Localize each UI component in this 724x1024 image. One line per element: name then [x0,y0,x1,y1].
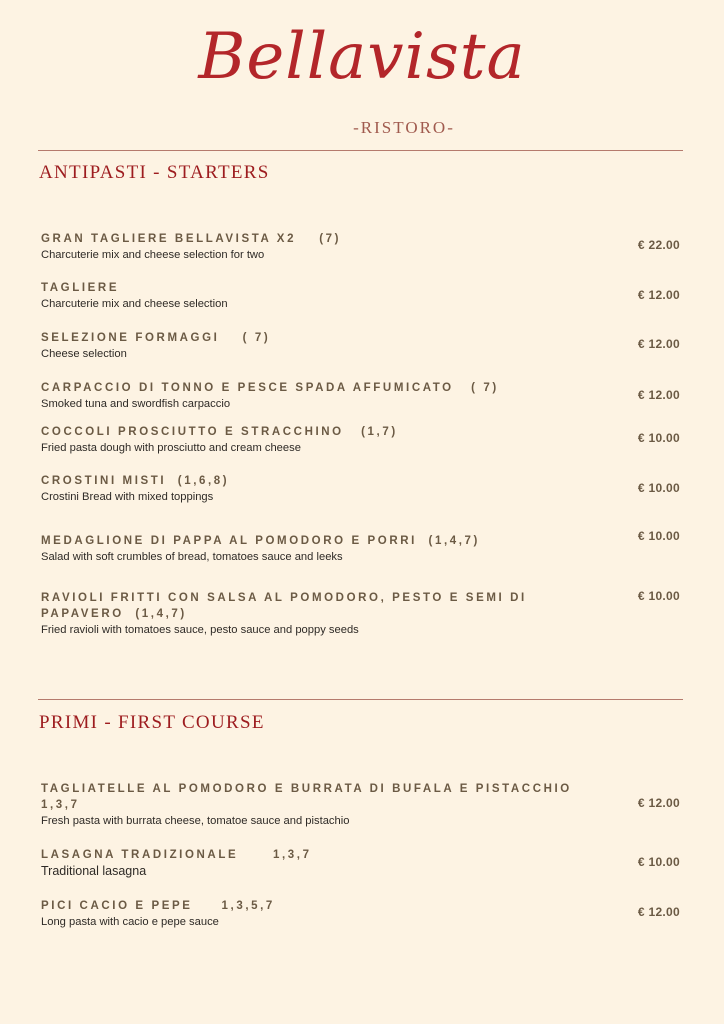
item-price: € 10.00 [637,481,680,495]
item-name: CROSTINI MISTI (1,6,8) [41,475,230,487]
section-title-antipasti: ANTIPASTI - STARTERS [39,162,270,183]
item-description: Traditional lasagna [41,864,147,878]
item-price: € 10.00 [637,855,680,869]
menu-item [41,590,571,637]
item-name: TAGLIERE [41,282,120,294]
item-description: Charcuterie mix and cheese selection [41,298,228,310]
logo-subtitle: -RISTORO- [353,118,455,137]
item-description: Fried ravioli with tomatoes sauce, pesto sauce and poppy seeds [41,624,359,636]
item-name: MEDAGLIONE DI PAPPA AL POMODORO E PORRI (1,4,7) [41,535,480,547]
item-description: Long pasta with cacio e pepe sauce [41,916,219,928]
item-description: Salad with soft crumbles of bread, tomatoes sauce and leeks [41,551,343,563]
item-description: Charcuterie mix and cheese selection for two [41,249,265,261]
item-price: € 12.00 [637,388,680,402]
section-divider [38,699,683,700]
item-price: € 10.00 [637,431,680,445]
item-price: € 12.00 [637,337,680,351]
item-price: € 10.00 [637,529,680,543]
item-price: € 12.00 [637,796,680,810]
item-name: GRAN TAGLIERE BELLAVISTA X2 (7) [41,233,342,245]
item-price: € 22.00 [637,238,680,252]
menu-item [41,380,601,411]
menu-item [41,330,601,361]
item-name: SELEZIONE FORMAGGI ( 7) [41,332,271,344]
section-title-primi: PRIMI - FIRST COURSE [39,712,265,733]
item-name: RAVIOLI FRITTI CON SALSA AL POMODORO, PESTO E SEMI DI PAPAVERO (1,4,7) [41,592,533,620]
restaurant-logo [0,18,724,143]
item-name: TAGLIATELLE AL POMODORO E BURRATA DI BUFALA E PISTACCHIO 1,3,7 [41,783,578,811]
menu-item [41,847,601,878]
item-name: PICI CACIO E PEPE 1,3,5,7 [41,900,275,912]
item-price: € 12.00 [637,905,680,919]
section-divider [38,150,683,151]
menu-item [41,231,601,262]
item-price: € 12.00 [637,288,680,302]
item-price: € 10.00 [637,589,680,603]
menu-item [41,424,601,455]
menu-item [41,533,601,564]
logo-wordmark: Bellavista [198,20,526,94]
item-name: CARPACCIO DI TONNO E PESCE SPADA AFFUMICATO ( 7) [41,382,499,394]
item-description: Smoked tuna and swordfish carpaccio [41,398,231,410]
item-description: Fried pasta dough with prosciutto and cream cheese [41,442,301,454]
item-description: Crostini Bread with mixed toppings [41,491,214,503]
item-description: Fresh pasta with burrata cheese, tomatoe sauce and pistachio [41,815,350,827]
menu-item [41,898,601,929]
menu-item [41,781,601,828]
item-name: LASAGNA TRADIZIONALE 1,3,7 [41,849,312,861]
item-description: Cheese selection [41,348,127,360]
menu-item [41,280,601,311]
item-name: COCCOLI PROSCIUTTO E STRACCHINO (1,7) [41,426,398,438]
menu-item [41,473,601,504]
